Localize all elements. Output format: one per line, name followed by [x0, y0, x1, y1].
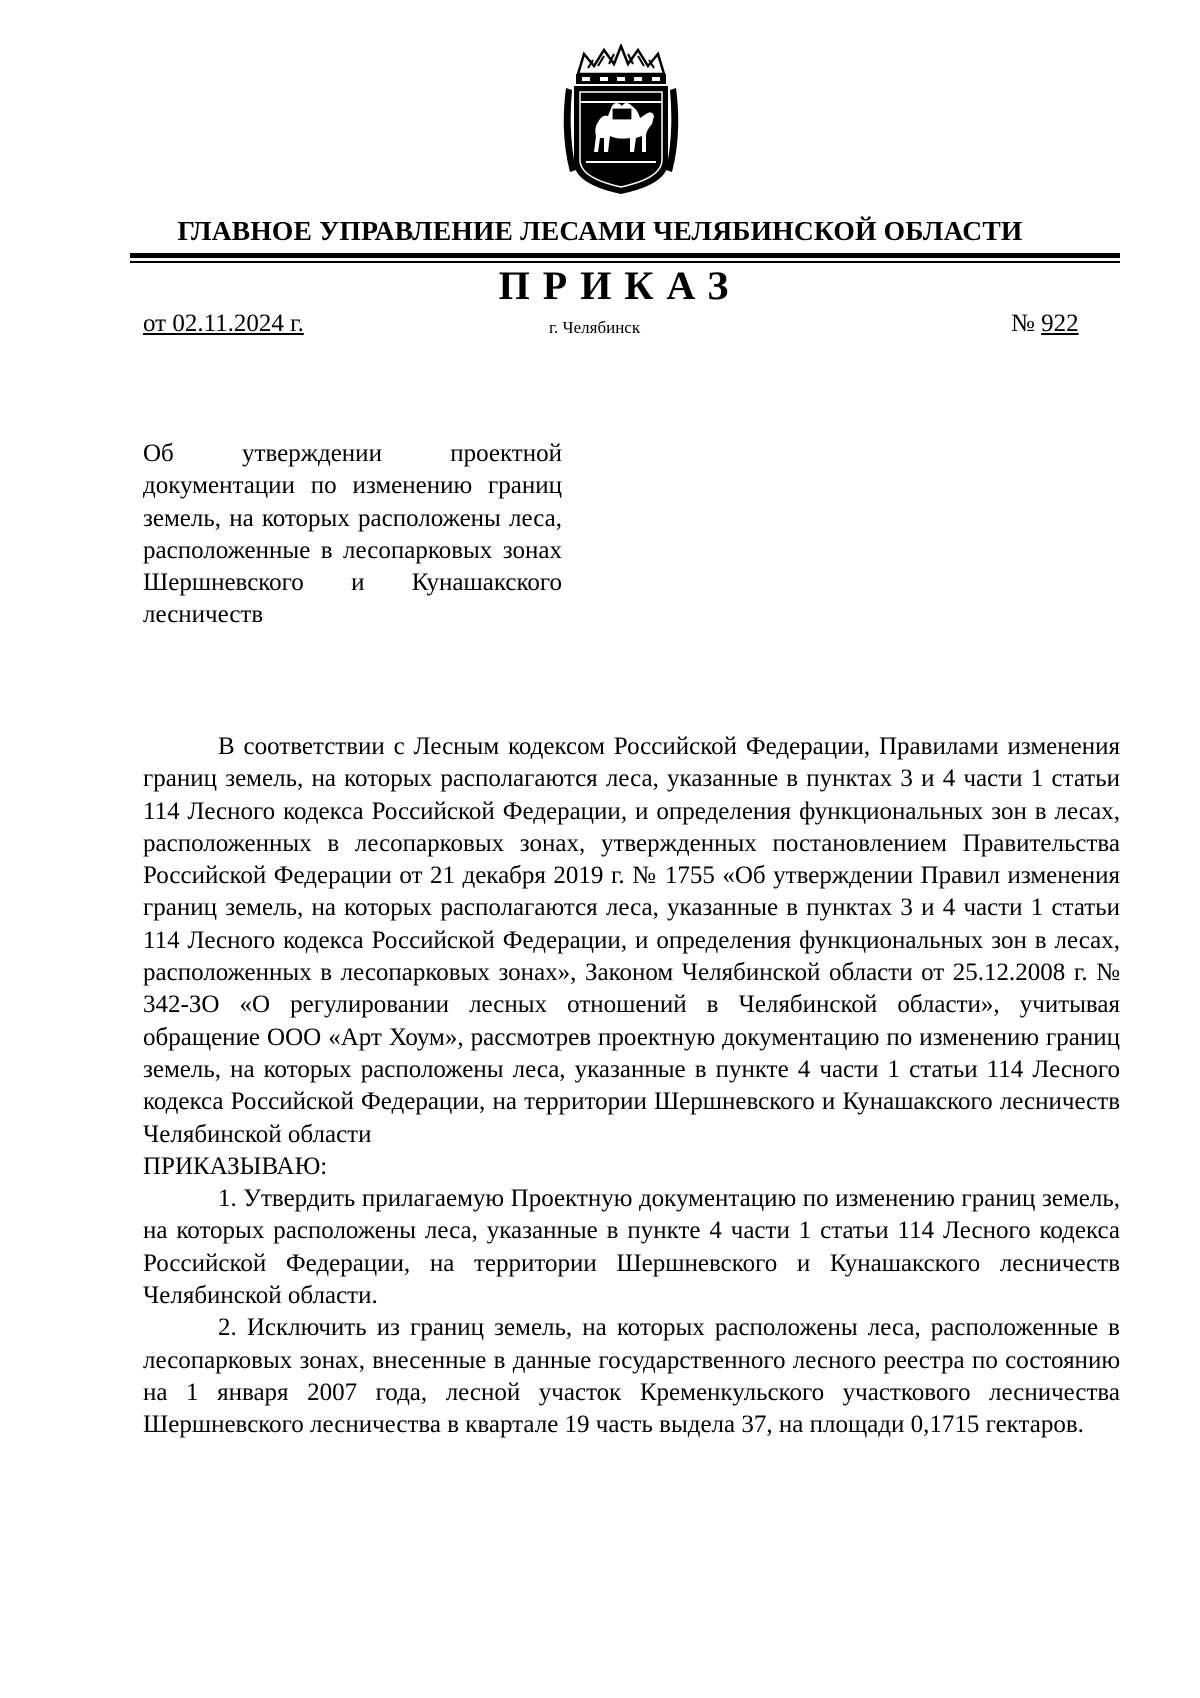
- order-body: [143, 731, 1120, 1442]
- coat-of-arms-icon: [560, 44, 682, 196]
- header-rule-thick: [130, 253, 1120, 258]
- order-item: 1. Утвердить прилагаемую Проектную документацию по изменению границ земель, на которых расположены леса, указанные в пункте 4 части 1 статьи 114 Лесного кодекса Российской Федерации, на территории Шершневского и Кунашакского лесничеств Челябинской области.: [143, 1185, 1120, 1310]
- order-place: г. Челябинск: [549, 318, 641, 337]
- order-item: 2. Исключить из границ земель, на которых расположены леса, расположенные в лесопарковых зонах, внесенные в данные государственного лесного реестра по состоянию на 1 января 2007 года, лесной участок Кременкульского участкового лесничества Шершневского лесничества в квартале 19 часть выдела 37, на площади 0,1715 гектаров.: [143, 1314, 1120, 1439]
- preamble-paragraph: В соответствии с Лесным кодексом Российской Федерации, Правилами изменения границ земель, на которых располагаются леса, указанные в пунктах 3 и 4 части 1 статьи 114 Лесного кодекса Российской Федерации, и определения функциональных зон в лесах, расположенных в лесопарковых зонах, утвержденных постановлением Правительства Российской Федерации от 21 декабря 2019 г. № 1755 «Об утверждении Правил изменения границ земель, на которых располагаются леса, указанные в пунктах 3 и 4 части 1 статьи 114 Лесного кодекса Российской Федерации, и определения функциональных зон в лесах, расположенных в лесопарковых зонах», Законом Челябинской области от 25.12.2008 г. № 342-ЗО «О регулировании лесных отношений в Челябинской области», учитывая обращение ООО «Арт Хоум», рассмотрев проектную документацию по изменению границ земель, на которых расположены леса, указанные в пункте 4 части 1 статьи 114 Лесного кодекса Российской Федерации, на территории Шершневского и Кунашакского лесничеств Челябинской области: [143, 733, 1120, 1148]
- order-number: [1011, 310, 1079, 338]
- order-number-value: 922: [1041, 310, 1079, 337]
- document-type-title: ПРИКАЗ: [498, 263, 742, 308]
- organization-title: ГЛАВНОЕ УПРАВЛЕНИЕ ЛЕСАМИ ЧЕЛЯБИНСКОЙ ОБЛАСТИ: [177, 215, 1023, 246]
- order-subject: Об утверждении проектной документации по изменению границ земель, на которых расположены леса, расположенные в лесопарковых зонах Шершневского и Кунашакского лесничеств: [143, 440, 562, 629]
- order-keyword: ПРИКАЗЫВАЮ:: [143, 1152, 328, 1180]
- order-number-prefix: №: [1011, 310, 1042, 337]
- order-date: от 02.11.2024 г.: [143, 310, 304, 337]
